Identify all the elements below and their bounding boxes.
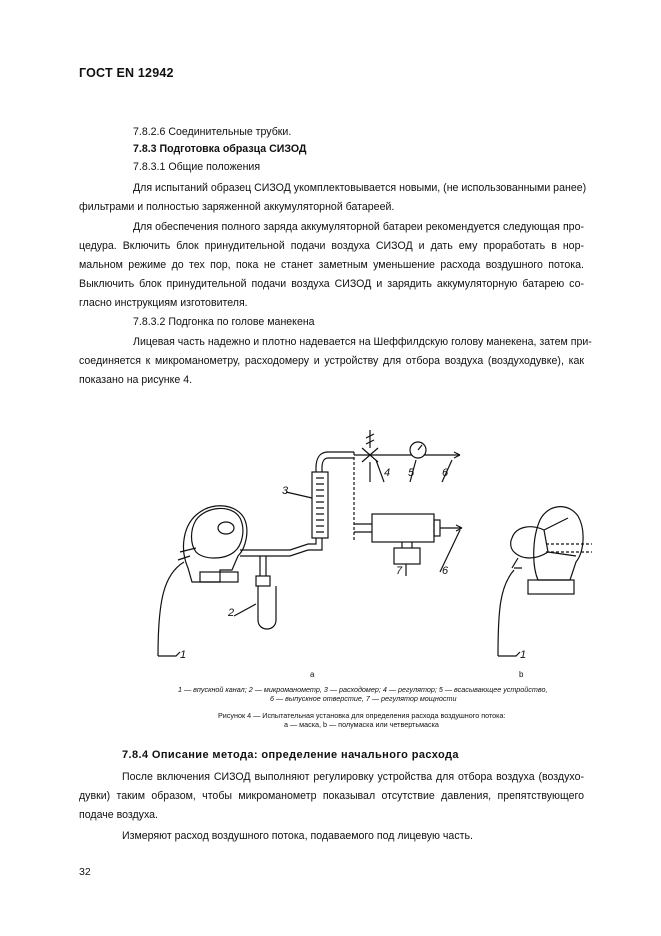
tube-mask-flowmeter [240,452,354,550]
inlet-tube-b [498,570,514,656]
power-regulator [394,548,420,564]
paragraph-line: Выключить блок принудительной подачи воздуха СИЗОД и зарядить аккумуляторную батарею со- [79,278,584,290]
test-setup-diagram [140,420,600,682]
clause-7-8-3-title: 7.8.3 Подготовка образца СИЗОД [133,143,307,155]
mannequin-head-b [534,507,583,580]
callout-flowmeter: 3 [282,485,289,497]
callout-regulator: 4 [384,467,391,479]
figure-caption-line: a — маска, b — полумаска или четвертьмаска [284,720,439,729]
callout-suction: 5 [408,467,415,479]
paragraph-line: фильтрами и полностью заряженной аккумуляторной батареей. [79,201,395,213]
paragraph-line: показано на рисунке 4. [79,374,193,386]
figure-legend-line: 6 — выпускное отверстие, 7 — регулятор мощности [270,694,457,703]
paragraph-line: После включения СИЗОД выполняют регулировку устройства для отбора воздуха (воздухо- [122,771,584,783]
page-number: 32 [79,866,91,878]
half-mask-b [511,527,548,558]
figure-caption-line: Рисунок 4 — Испытательная установка для определения расхода воздушного потока: [218,711,506,720]
inlet-tube-a [158,562,184,656]
u-tube-manometer [258,586,276,629]
paragraph-line: соединяется к микроманометру, расходомеру и устройству для отбора воздуха (воздуходувке), как [79,355,584,367]
callout-power-regulator: 7 [396,565,403,577]
clause-7-8-3-2-title: 7.8.3.2 Подгонка по голове манекена [133,316,315,328]
figure-sub-a: a [310,670,315,679]
flowmeter [312,472,328,538]
paragraph-line: цедура. Включить блок принудительной подачи воздуха СИЗОД и дать ему проработать в нор- [79,240,584,252]
callout-outlet-top: 6 [442,467,449,479]
callout-outlet-bottom: 6 [442,565,449,577]
blower-box [372,514,434,542]
paragraph-line: мальном режиме до тех пор, пока не станет заметным уменьшение расхода воздушного потока. [79,259,584,271]
callout-inlet-b: 1 [520,649,527,661]
figure-sub-b: b [519,670,524,679]
paragraph-line: Измеряют расход воздушного потока, подаваемого под лицевую часть. [122,830,473,842]
paragraph-line: дувки) таким образом, чтобы микроманометр показывал отсутствие давления, препятствующего [79,790,584,802]
clause-7-8-3-1-title: 7.8.3.1 Общие положения [133,161,261,173]
clause-7-8-4-title: 7.8.4 Описание метода: определение начального расхода [122,749,459,761]
figure-legend-line: 1 — впускной канал; 2 — микроманометр, 3 — расходомер; 4 — регулятор; 5 — всасывающее устройство, [178,685,548,694]
head-stand-b [528,580,574,594]
head-stand-a [200,572,238,582]
document-code: ГОСТ EN 12942 [79,66,174,80]
mannequin-head-a [184,506,247,582]
paragraph-line: Для обеспечения полного заряда аккумуляторной батареи рекомендуется следующая про- [133,221,584,233]
paragraph-line: Лицевая часть надежно и плотно надевается на Шеффилдскую голову манекена, затем при- [133,336,592,348]
paragraph-line: Для испытаний образец СИЗОД укомплектовывается новыми, (не использованными ранее) [133,182,587,194]
callout-manometer: 2 [228,607,235,619]
full-face-mask-a [192,508,243,558]
paragraph-line: гласно инструкциям изготовителя. [79,297,248,309]
clause-7-8-2-6: 7.8.2.6 Соединительные трубки. [133,126,292,138]
paragraph-line: подаче воздуха. [79,809,158,821]
callout-inlet-a: 1 [180,649,187,661]
